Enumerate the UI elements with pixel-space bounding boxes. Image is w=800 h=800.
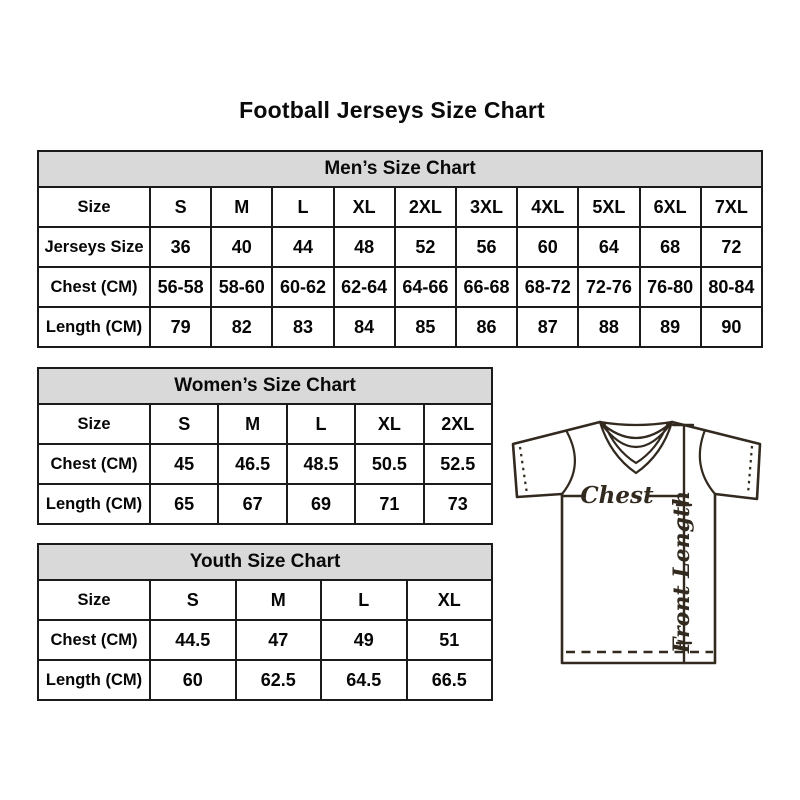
jersey-outline-icon (513, 422, 760, 663)
value-cell: 60 (517, 227, 578, 267)
value-cell: 64 (578, 227, 639, 267)
row-label-cell: Size (38, 187, 150, 227)
value-cell: 80-84 (701, 267, 762, 307)
youth-table-title: Youth Size Chart (37, 543, 493, 581)
page-title: Football Jerseys Size Chart (239, 97, 545, 123)
value-cell: 5XL (578, 187, 639, 227)
value-cell: L (272, 187, 333, 227)
value-cell: 36 (150, 227, 211, 267)
womens-table-grid (37, 403, 493, 525)
table-row (38, 404, 492, 444)
value-cell: 40 (211, 227, 272, 267)
value-cell: 64-66 (395, 267, 456, 307)
value-cell: 52.5 (424, 444, 492, 484)
value-cell: 62-64 (334, 267, 395, 307)
table-row (38, 484, 492, 524)
youth-table-grid (37, 579, 493, 701)
value-cell: 86 (456, 307, 517, 347)
chest-label: Chest (580, 482, 654, 509)
value-cell: 90 (701, 307, 762, 347)
row-label-cell: Chest (CM) (38, 620, 150, 660)
value-cell: 83 (272, 307, 333, 347)
value-cell: 60 (150, 660, 236, 700)
front-length-label: Front Length (669, 490, 695, 654)
value-cell: 65 (150, 484, 218, 524)
value-cell: S (150, 404, 218, 444)
value-cell: 50.5 (355, 444, 423, 484)
value-cell: 7XL (701, 187, 762, 227)
value-cell: 73 (424, 484, 492, 524)
value-cell: M (218, 404, 286, 444)
value-cell: 56-58 (150, 267, 211, 307)
value-cell: 44.5 (150, 620, 236, 660)
value-cell: 49 (321, 620, 407, 660)
value-cell: 72-76 (578, 267, 639, 307)
value-cell: 47 (236, 620, 322, 660)
table-row (38, 227, 762, 267)
row-label-cell: Chest (CM) (38, 267, 150, 307)
table-row (38, 660, 492, 700)
row-label-cell: Chest (CM) (38, 444, 150, 484)
mens-table-grid (37, 186, 763, 348)
value-cell: S (150, 580, 236, 620)
value-cell: M (211, 187, 272, 227)
value-cell: 6XL (640, 187, 701, 227)
value-cell: 3XL (456, 187, 517, 227)
value-cell: 68-72 (517, 267, 578, 307)
row-label-cell: Length (CM) (38, 307, 150, 347)
value-cell: L (287, 404, 355, 444)
value-cell: 44 (272, 227, 333, 267)
youth-size-table (37, 543, 493, 701)
value-cell: 51 (407, 620, 493, 660)
value-cell: 56 (456, 227, 517, 267)
value-cell: 60-62 (272, 267, 333, 307)
value-cell: 45 (150, 444, 218, 484)
value-cell: 52 (395, 227, 456, 267)
row-label-cell: Length (CM) (38, 660, 150, 700)
value-cell: 71 (355, 484, 423, 524)
row-label-cell: Length (CM) (38, 484, 150, 524)
value-cell: M (236, 580, 322, 620)
value-cell: 58-60 (211, 267, 272, 307)
value-cell: 67 (218, 484, 286, 524)
table-row (38, 620, 492, 660)
value-cell: 46.5 (218, 444, 286, 484)
table-row (38, 187, 762, 227)
value-cell: 2XL (395, 187, 456, 227)
value-cell: 68 (640, 227, 701, 267)
mens-table-title: Men’s Size Chart (37, 150, 763, 188)
value-cell: 66.5 (407, 660, 493, 700)
value-cell: 88 (578, 307, 639, 347)
womens-table-title: Women’s Size Chart (37, 367, 493, 405)
womens-size-table (37, 367, 493, 525)
value-cell: 2XL (424, 404, 492, 444)
value-cell: 48 (334, 227, 395, 267)
table-row (38, 267, 762, 307)
value-cell: 87 (517, 307, 578, 347)
row-label-cell: Size (38, 404, 150, 444)
value-cell: 62.5 (236, 660, 322, 700)
value-cell: 64.5 (321, 660, 407, 700)
mens-size-table (37, 150, 763, 348)
value-cell: S (150, 187, 211, 227)
value-cell: 79 (150, 307, 211, 347)
value-cell: 76-80 (640, 267, 701, 307)
value-cell: 89 (640, 307, 701, 347)
value-cell: XL (407, 580, 493, 620)
value-cell: 85 (395, 307, 456, 347)
value-cell: XL (334, 187, 395, 227)
table-row (38, 580, 492, 620)
value-cell: 72 (701, 227, 762, 267)
value-cell: 66-68 (456, 267, 517, 307)
row-label-cell: Size (38, 580, 150, 620)
value-cell: 84 (334, 307, 395, 347)
value-cell: 82 (211, 307, 272, 347)
value-cell: 48.5 (287, 444, 355, 484)
value-cell: 4XL (517, 187, 578, 227)
value-cell: 69 (287, 484, 355, 524)
table-row (38, 307, 762, 347)
row-label-cell: Jerseys Size (38, 227, 150, 267)
value-cell: L (321, 580, 407, 620)
jersey-measurement-diagram (505, 408, 767, 670)
table-row (38, 444, 492, 484)
value-cell: XL (355, 404, 423, 444)
